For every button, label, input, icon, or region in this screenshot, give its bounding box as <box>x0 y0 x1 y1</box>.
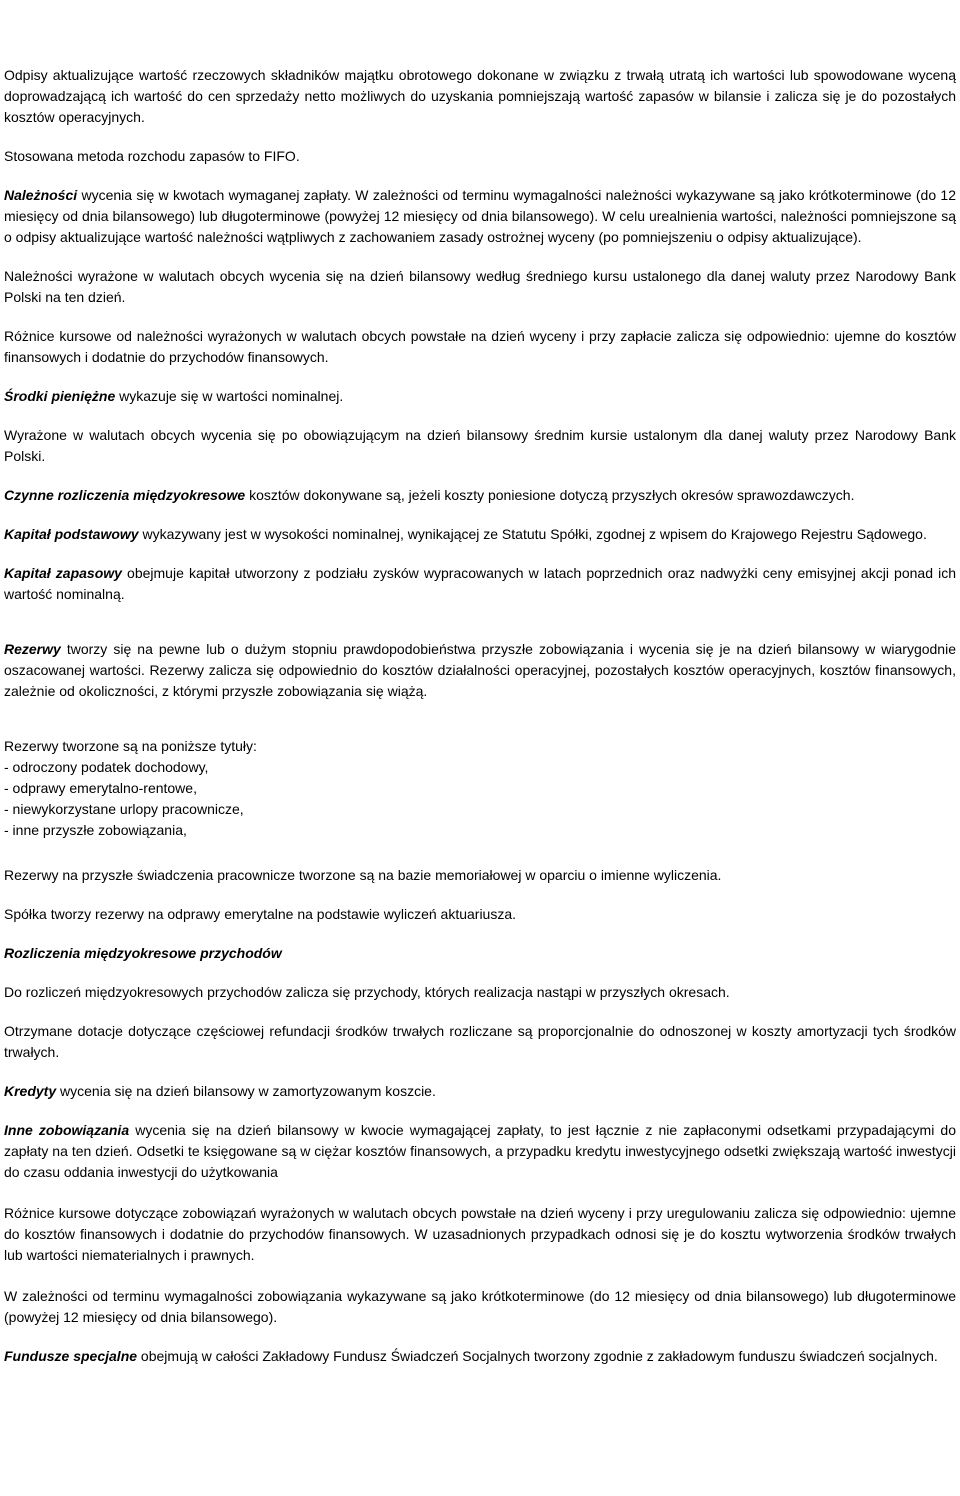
term-loans: Kredyty <box>4 1083 57 1099</box>
paragraph-fifo: Stosowana metoda rozchodu zapasów to FIFO. <box>4 148 300 164</box>
list-item: - odprawy emerytalno-rentowe, <box>4 780 197 796</box>
text-loans: wycenia się na dzień bilansowy w zamortyzowanym koszcie. <box>56 1083 436 1099</box>
paragraph-receivables <box>4 185 956 248</box>
text-other-liabilities: wycenia się na dzień bilansowy w kwocie wymagającej zapłaty, to jest łącznie z nie zapłaconymi odsetkami przypadającymi do zapłaty na ten dzień. Odsetki te księgowane są w ciężar kosztów finansowych, a przypadku kredytu inwestycyjnego odsetki zwiększają wartość inwestycji do czasu oddania inwestycji do użytkowania <box>4 1122 956 1180</box>
document-title: SEKO S.A. - Sprawozdanie Finansowe za 2014 rok <box>467 0 946 22</box>
paragraph-provisions <box>4 639 956 702</box>
paragraph-share-capital <box>4 524 956 545</box>
term-provisions: Rezerwy <box>4 641 61 657</box>
paragraph-cash <box>4 386 956 407</box>
paragraph-fx-differences-liabilities: Różnice kursowe dotyczące zobowiązań wyrażonych w walutach obcych powstałe na dzień wyceny i przy uregulowaniu zalicza się odpowiednio: ujemne do kosztów finansowych i dodatnie do przychodów finansowych. W uzasadnionych przypadkach odnosi się je do kosztu wytworzenia środków trwałych lub wartości niematerialnych i prawnych. <box>4 1205 956 1263</box>
term-cash: Środki pieniężne <box>4 388 116 404</box>
paragraph-retirement-provisions: Spółka tworzy rezerwy na odprawy emerytalne na podstawie wyliczeń aktuariusza. <box>4 906 517 922</box>
paragraph-inventory-writedowns: Odpisy aktualizujące wartość rzeczowych składników majątku obrotowego dokonane w związku z trwałą utratą ich wartości lub spowodowane wyceną doprowadzającą ich wartość do cen sprzedaży netto możliwych do uzyskania pomniejszają wartość zapasów w bilansie i zalicza się je do pozostałych kosztów operacyjnych. <box>4 67 956 125</box>
term-reserve-capital: Kapitał zapasowy <box>4 565 122 581</box>
term-deferred-income: Rozliczenia międzyokresowe przychodów <box>4 945 282 961</box>
paragraph-fx-differences-receivables: Różnice kursowe od należności wyrażonych w walutach obcych powstałe na dzień wyceny i przy zapłacie zalicza się odpowiednio: ujemne do kosztów finansowych i dodatnie do przychodów finansowych. <box>4 328 956 365</box>
paragraph-reserve-capital <box>4 563 956 605</box>
paragraph-liabilities-maturity: W zależności od terminu wymagalności zobowiązania wykazywane są jako krótkoterminowe (do 12 miesięcy od dnia bilansowego) lub długoterminowe (powyżej 12 miesięcy od dnia bilansowego). <box>4 1288 956 1325</box>
document-body <box>4 65 956 1367</box>
term-receivables: Należności <box>4 187 78 203</box>
term-other-liabilities: Inne zobowiązania <box>4 1122 130 1138</box>
paragraph-employee-benefits: Rezerwy na przyszłe świadczenia pracownicze tworzone są na bazie memoriałowej w oparciu o imienne wyliczenia. <box>4 867 722 883</box>
list-item: - inne przyszłe zobowiązania, <box>4 822 187 838</box>
heading-deferred-income <box>4 943 956 964</box>
text-cash: wykazuje się w wartości nominalnej. <box>115 388 344 404</box>
paragraph-special-funds <box>4 1346 956 1367</box>
term-special-funds: Fundusze specjalne <box>4 1348 138 1364</box>
provisions-list <box>4 757 956 841</box>
provisions-list-intro: Rezerwy tworzone są na poniższe tytuły: <box>4 738 257 754</box>
provisions-list-block <box>4 736 956 841</box>
text-reserve-capital: obejmuje kapitał utworzony z podziału zysków wypracowanych w latach poprzednich oraz nadwyżki ceny emisyjnej akcji ponad ich wartość nominalną. <box>4 565 956 602</box>
paragraph-other-liabilities <box>4 1120 956 1183</box>
list-item: - niewykorzystane urlopy pracownicze, <box>4 801 244 817</box>
paragraph-prepayments <box>4 485 956 506</box>
paragraph-deferred-income: Do rozliczeń międzyokresowych przychodów zalicza się przychody, których realizacja nastąpi w przyszłych okresach. <box>4 984 730 1000</box>
text-special-funds: obejmują w całości Zakładowy Fundusz Świadczeń Socjalnych tworzony zgodnie z zakładowym funduszu świadczeń socjalnych. <box>137 1348 938 1364</box>
header-band <box>0 0 960 24</box>
paragraph-foreign-cash: Wyrażone w walutach obcych wycenia się po obowiązującym na dzień bilansowy średnim kursie ustalonym dla danej waluty przez Narodowy Bank Polski. <box>4 427 956 464</box>
paragraph-subsidies: Otrzymane dotacje dotyczące częściowej refundacji środków trwałych rozliczane są proporcjonalnie do odnoszonej w koszty amortyzacji tych środków trwałych. <box>4 1023 956 1060</box>
text-share-capital: wykazywany jest w wysokości nominalnej, wynikającej ze Statutu Spółki, zgodnej z wpisem do Krajowego Rejestru Sądowego. <box>138 526 927 542</box>
term-prepayments: Czynne rozliczenia międzyokresowe <box>4 487 246 503</box>
text-receivables: wycenia się w kwotach wymaganej zapłaty. W zależności od terminu wymagalności należności wykazywane są jako krótkoterminowe (do 12 miesięcy od dnia bilansowego) lub długoterminowe (powyżej 12 miesięcy od dnia bilansowego). W celu urealnienia wartości, należności pomniejszone są o odpisy aktualizujące wartość należności wątpliwych z zachowaniem zasady ostrożnej wyceny (po pomniejszeniu o odpisy aktualizujące). <box>4 187 956 245</box>
term-share-capital: Kapitał podstawowy <box>4 526 139 542</box>
text-prepayments: kosztów dokonywane są, jeżeli koszty poniesione dotyczą przyszłych okresów sprawozdawczych. <box>245 487 855 503</box>
list-item: - odroczony podatek dochodowy, <box>4 759 209 775</box>
paragraph-loans <box>4 1081 956 1102</box>
text-provisions: tworzy się na pewne lub o dużym stopniu prawdopodobieństwa przyszłe zobowiązania i wycenia się je na dzień bilansowy w wiarygodnie oszacowanej wartości. Rezerwy zalicza się odpowiednio do kosztów działalności operacyjnej, pozostałych kosztów operacyjnych, kosztów finansowych, zależnie od okoliczności, z którymi przyszłe zobowiązania się wiążą. <box>4 641 956 699</box>
paragraph-foreign-receivables: Należności wyrażone w walutach obcych wycenia się na dzień bilansowy według średniego kursu ustalonego dla danej waluty przez Narodowy Bank Polski na ten dzień. <box>4 268 956 305</box>
